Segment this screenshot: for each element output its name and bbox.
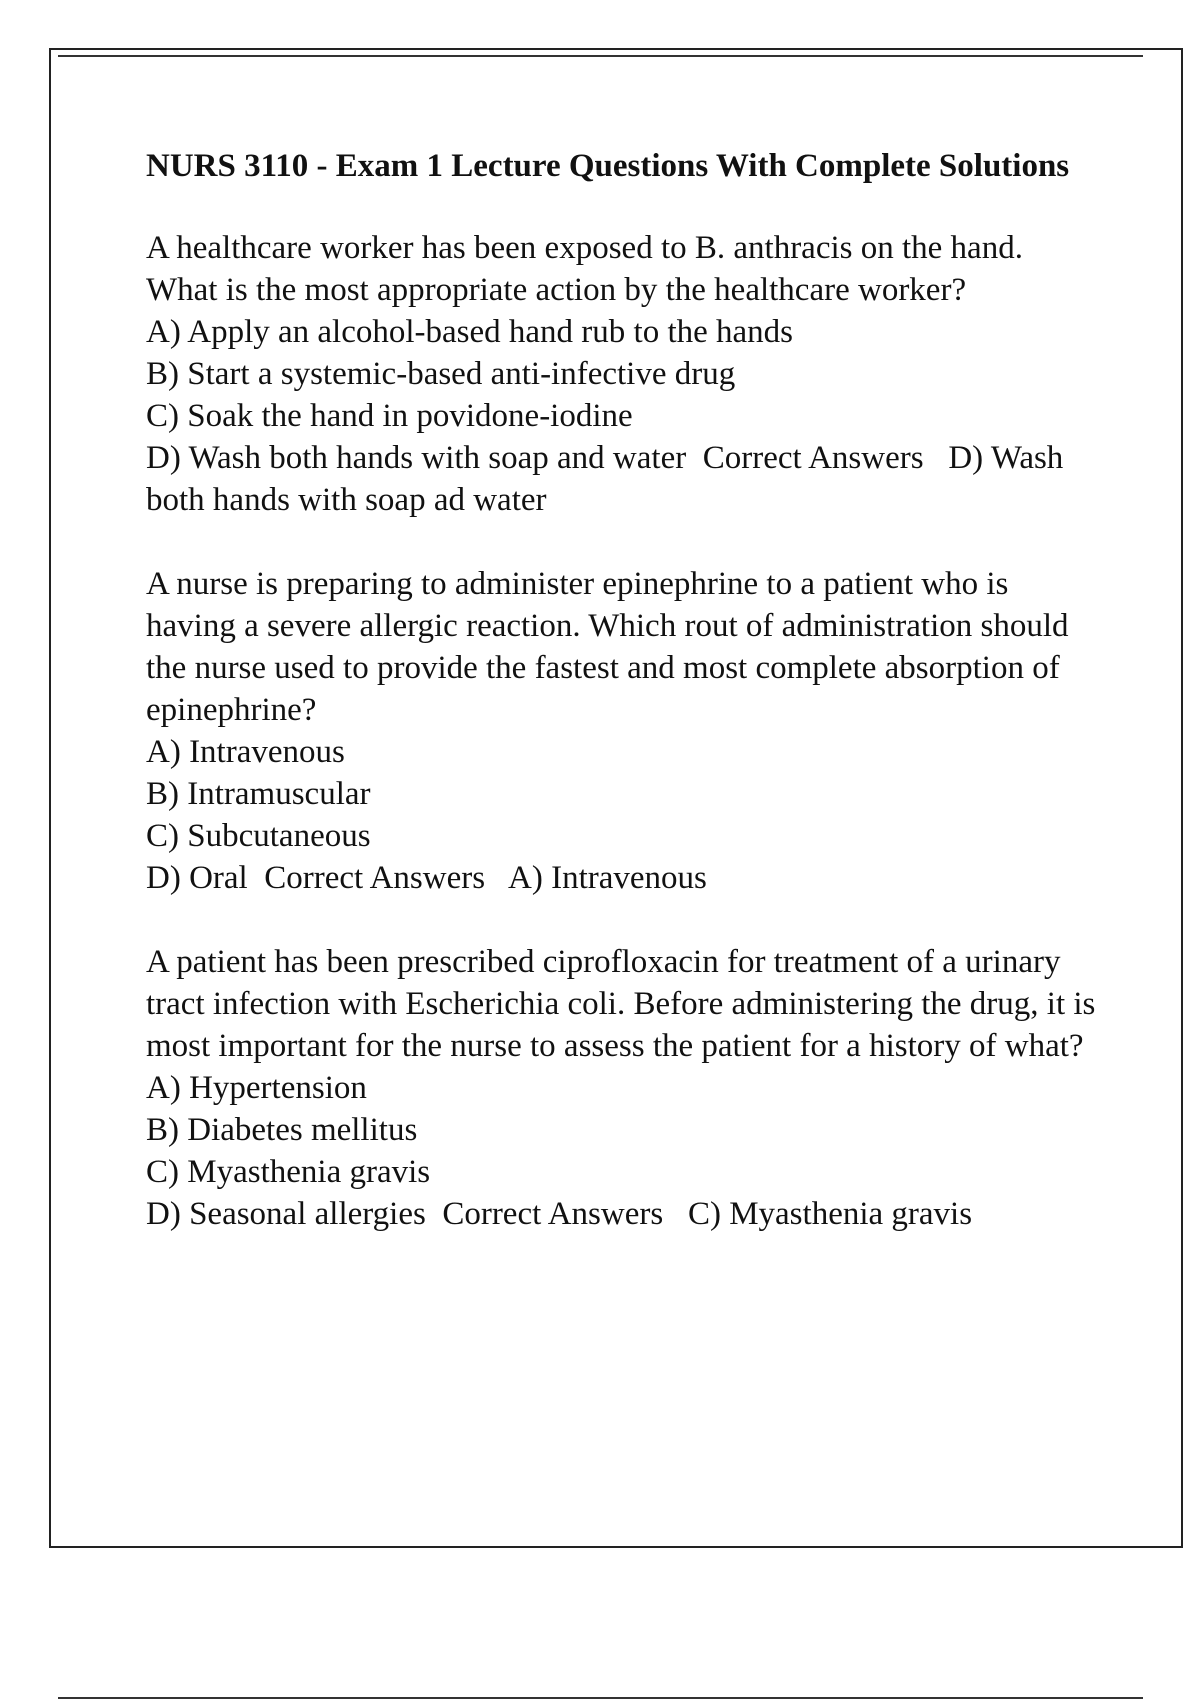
document-title: NURS 3110 - Exam 1 Lecture Questions With Complete Solutions bbox=[146, 148, 1070, 184]
answer-label: Correct Answers bbox=[264, 860, 486, 896]
option-d: D) Oral bbox=[146, 860, 248, 896]
option-d: D) Seasonal allergies bbox=[146, 1196, 426, 1232]
option-d-with-answer bbox=[146, 1193, 1096, 1235]
answer-text: C) Myasthenia gravis bbox=[687, 1196, 973, 1232]
question-1 bbox=[146, 227, 1096, 521]
option-a: A) Intravenous bbox=[146, 734, 345, 770]
bottom-rule bbox=[58, 1697, 1143, 1699]
answer-label: Correct Answers bbox=[702, 440, 924, 476]
option-d-with-answer bbox=[146, 857, 1096, 899]
option-b: B) Start a systemic-based anti-infective drug bbox=[146, 356, 736, 392]
answer-text: D) Wash both hands with soap ad water bbox=[146, 440, 1064, 518]
question-stem: A nurse is preparing to administer epinephrine to a patient who is having a severe allergic reaction. Which rout of administration should the nurse used to provide the fastest and most complete absorption of epinephrine? bbox=[146, 566, 1069, 728]
question-stem: A patient has been prescribed ciprofloxacin for treatment of a urinary tract infection with Escherichia coli. Before administering the drug, it is most important for the nurse to assess the patient for a history of what? bbox=[146, 944, 1096, 1064]
option-c: C) Subcutaneous bbox=[146, 818, 371, 854]
question-2 bbox=[146, 563, 1096, 899]
answer-label: Correct Answers bbox=[442, 1196, 664, 1232]
option-c: C) Myasthenia gravis bbox=[146, 1154, 431, 1190]
option-a: A) Hypertension bbox=[146, 1070, 367, 1106]
document-content bbox=[146, 145, 1096, 1277]
top-rule bbox=[58, 55, 1143, 57]
option-c: C) Soak the hand in povidone-iodine bbox=[146, 398, 633, 434]
option-d-with-answer bbox=[146, 437, 1096, 521]
option-a: A) Apply an alcohol-based hand rub to the hands bbox=[146, 314, 794, 350]
option-b: B) Intramuscular bbox=[146, 776, 371, 812]
answer-text: A) Intravenous bbox=[508, 860, 707, 896]
option-d: D) Wash both hands with soap and water bbox=[146, 440, 687, 476]
question-stem: A healthcare worker has been exposed to B. anthracis on the hand. What is the most appropriate action by the healthcare worker? bbox=[146, 230, 1023, 308]
option-b: B) Diabetes mellitus bbox=[146, 1112, 418, 1148]
question-3 bbox=[146, 941, 1096, 1235]
